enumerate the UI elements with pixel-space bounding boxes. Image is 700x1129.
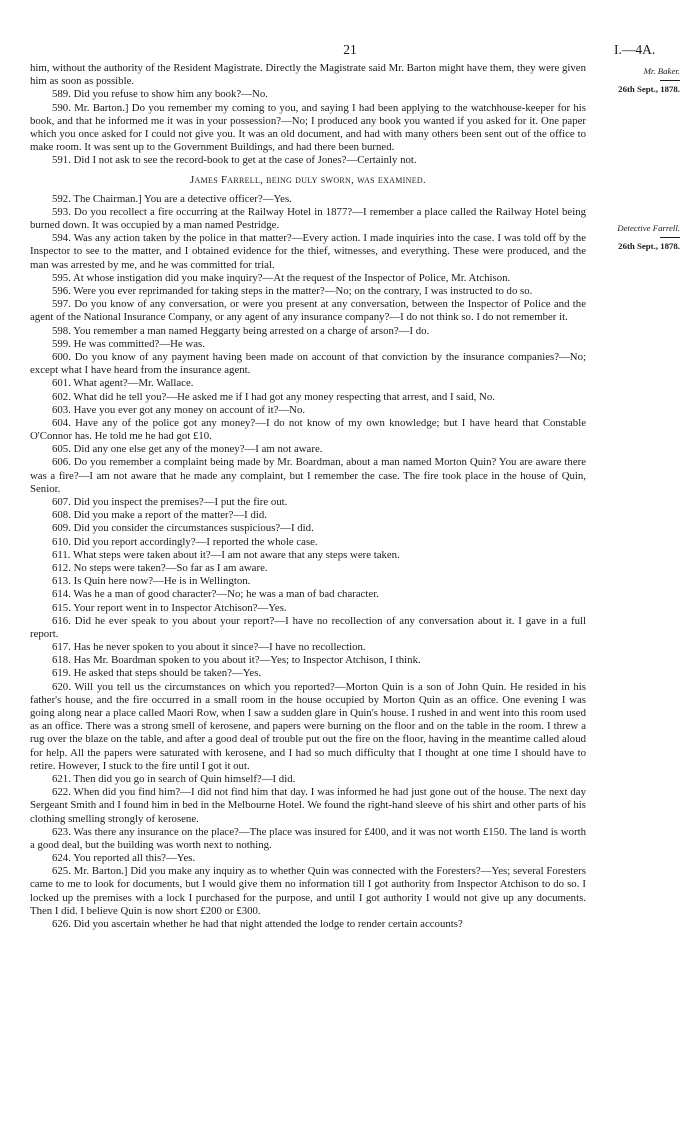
- question-599: 599. He was committed?—He was.: [52, 337, 205, 350]
- margin-date: 26th Sept., 1878.: [618, 84, 680, 94]
- witness-heading: James Farrell, being duly sworn, was examined.: [190, 173, 426, 186]
- question-605: 605. Did any one else get any of the money?—I am not aware.: [52, 443, 323, 456]
- margin-note-mr-baker: [590, 66, 680, 95]
- question-613: 613. Is Quin here now?—He is in Wellington.: [52, 575, 251, 588]
- question-614: 614. Was he a man of good character?—No; he was a man of bad character.: [52, 588, 379, 601]
- question-625: 625. Mr. Barton.] Did you make any inquiry as to whether Quin was connected with the Foresters?—Yes; several Foresters came to me to look for documents, but I would give them no information till I got authority from Inspector Atchison to do so. I locked up the premises with a lock I purchased for the purpose, and until I got authority I would not give up any documents. Then I did. I believe Quin is now short £200 or £300.: [30, 865, 586, 917]
- margin-witness-name: Mr. Baker.: [643, 66, 680, 76]
- question-618: 618. Has Mr. Boardman spoken to you about it?—Yes; to Inspector Atchison, I think.: [52, 654, 421, 667]
- question-597: 597. Do you know of any conversation, or were you present at any conversation, between the Inspector of Police and the agent of the National Insurance Company, or any agent of any insurance company?—I do not think so. I do not remember it.: [30, 298, 586, 324]
- question-611: 611. What steps were taken about it?—I am not aware that any steps were taken.: [52, 548, 400, 561]
- question-612: 612. No steps were taken?—So far as I am aware.: [52, 561, 268, 574]
- question-624: 624. You reported all this?—Yes.: [52, 852, 196, 865]
- question-602: 602. What did he tell you?—He asked me if I had got any money respecting that arrest, and I said, No.: [52, 390, 495, 403]
- question-616: 616. Did he ever speak to you about your report?—I have no recollection of any conversation about it. I gave in a full report.: [30, 614, 586, 640]
- question-591: 591. Did I not ask to see the record-book to get at the case of Jones?—Certainly not.: [52, 154, 417, 167]
- document-body: [30, 62, 586, 931]
- question-626: 626. Did you ascertain whether he had that night attended the lodge to render certain accounts?: [52, 918, 463, 930]
- question-615: 615. Your report went in to Inspector Atchison?—Yes.: [52, 601, 287, 614]
- margin-rule: [660, 80, 680, 81]
- question-589: 589. Did you refuse to show him any book?—No.: [52, 88, 268, 101]
- question-598: 598. You remember a man named Heggarty being arrested on a charge of arson?—I do.: [52, 324, 430, 337]
- question-622: 622. When did you find him?—I did not find him that day. I was informed he had just gone out of the house. The next day Sergeant Smith and I found him in bed in the Melbourne Hotel. We found the right-hand sleeve of his shirt and other parts of his clothing smelling strongly of kerosene.: [30, 786, 586, 825]
- question-623: 623. Was there any insurance on the place?—The place was insured for £400, and it was not worth £150. The land is worth a good deal, but the building was worth next to nothing.: [30, 825, 586, 851]
- page-number: 21: [343, 42, 357, 57]
- question-592: 592. The Chairman.] You are a detective officer?—Yes.: [52, 192, 292, 205]
- question-617: 617. Has he never spoken to you about it since?—I have no recollection.: [52, 641, 366, 654]
- paragraph: him, without the authority of the Resident Magistrate. Directly the Magistrate said Mr. Barton might have them, they were given him as soon as possible.: [30, 62, 586, 88]
- question-621: 621. Then did you go in search of Quin himself?—I did.: [52, 772, 296, 785]
- question-594: 594. Was any action taken by the police in that matter?—Every action. I made inquiries into the case. I was told off by the Inspector to see to the matter, and I obtained evidence for the thief, witnesses, and everything. These were produced, and the man was arrested by me, and he was committed for trial.: [30, 232, 586, 271]
- question-609: 609. Did you consider the circumstances suspicious?—I did.: [52, 522, 314, 535]
- question-601: 601. What agent?—Mr. Wallace.: [52, 377, 194, 390]
- question-590: 590. Mr. Barton.] Do you remember my coming to you, and saying I had been applying to the watchhouse-keeper for his book, and that he informed me it was in your possession?—No; I produced any book you wanted if you asked for it. One paper which you once asked for I could not give you. It was an old document, and had with many others been sent out of the office to make room. It was sent up to the Government Buildings, and had there been burned.: [30, 101, 586, 154]
- question-610: 610. Did you report accordingly?—I reported the whole case.: [52, 535, 318, 548]
- question-593: 593. Do you recollect a fire occurring at the Railway Hotel in 1877?—I remember a place called the Railway Hotel being burned down. It was occupied by a man named Pestridge.: [30, 205, 586, 232]
- question-620: 620. Will you tell us the circumstances on which you reported?—Morton Quin is a son of John Quin. He resided in his father's house, and the fire occurred in a small room in the house occupied by Morton Quin as an office. One evening I was going along near a place called Maori Row, when I saw a sudden glare in Quin's house. I rushed in and went into this room used as an office. There was a strong smell of kerosene, and papers were burning on the floor and on the table in the room. I threw a rug over the blaze on the table, and after a good deal of trouble put out the fire on the floor, having in the meantime called aloud for help. All the papers were saturated with kerosene, and I had so much difficulty that I thought at one time I should have to retire. However, I stuck to the fire until I got it out.: [30, 680, 586, 772]
- question-596: 596. Were you ever reprimanded for taking steps in the matter?—No; on the contrary, I was instructed to do so.: [52, 285, 533, 297]
- document-reference: I.—4A.: [614, 42, 656, 57]
- question-608: 608. Did you make a report of the matter?—I did.: [52, 509, 267, 522]
- margin-witness-name: Detective Farrell.: [617, 223, 680, 233]
- question-619: 619. He asked that steps should be taken?—Yes.: [52, 667, 262, 680]
- question-600: 600. Do you know of any payment having been made on account of that conviction by the insurance companies?—No; except what I have heard from the insurance agent.: [30, 350, 586, 377]
- question-603: 603. Have you ever got any money on account of it?—No.: [52, 403, 306, 416]
- margin-rule: [660, 237, 680, 238]
- margin-note-detective-farrell: [590, 223, 680, 252]
- question-606: 606. Do you remember a complaint being made by Mr. Boardman, about a man named Morton Quin? You are aware there was a fire?—I am not aware that he made any complaint, but I remember the case. The fire took place in the house of Quin, Senior.: [30, 456, 586, 495]
- question-604: 604. Have any of the police got any money?—I do not know of my own knowledge; but I have heard that Constable O'Connor has. He told me he had got £10.: [30, 416, 586, 443]
- margin-date: 26th Sept., 1878.: [618, 241, 680, 251]
- question-595: 595. At whose instigation did you make inquiry?—At the request of the Inspector of Police, Mr. Atchison.: [52, 271, 511, 284]
- question-607: 607. Did you inspect the premises?—I put the fire out.: [52, 496, 288, 508]
